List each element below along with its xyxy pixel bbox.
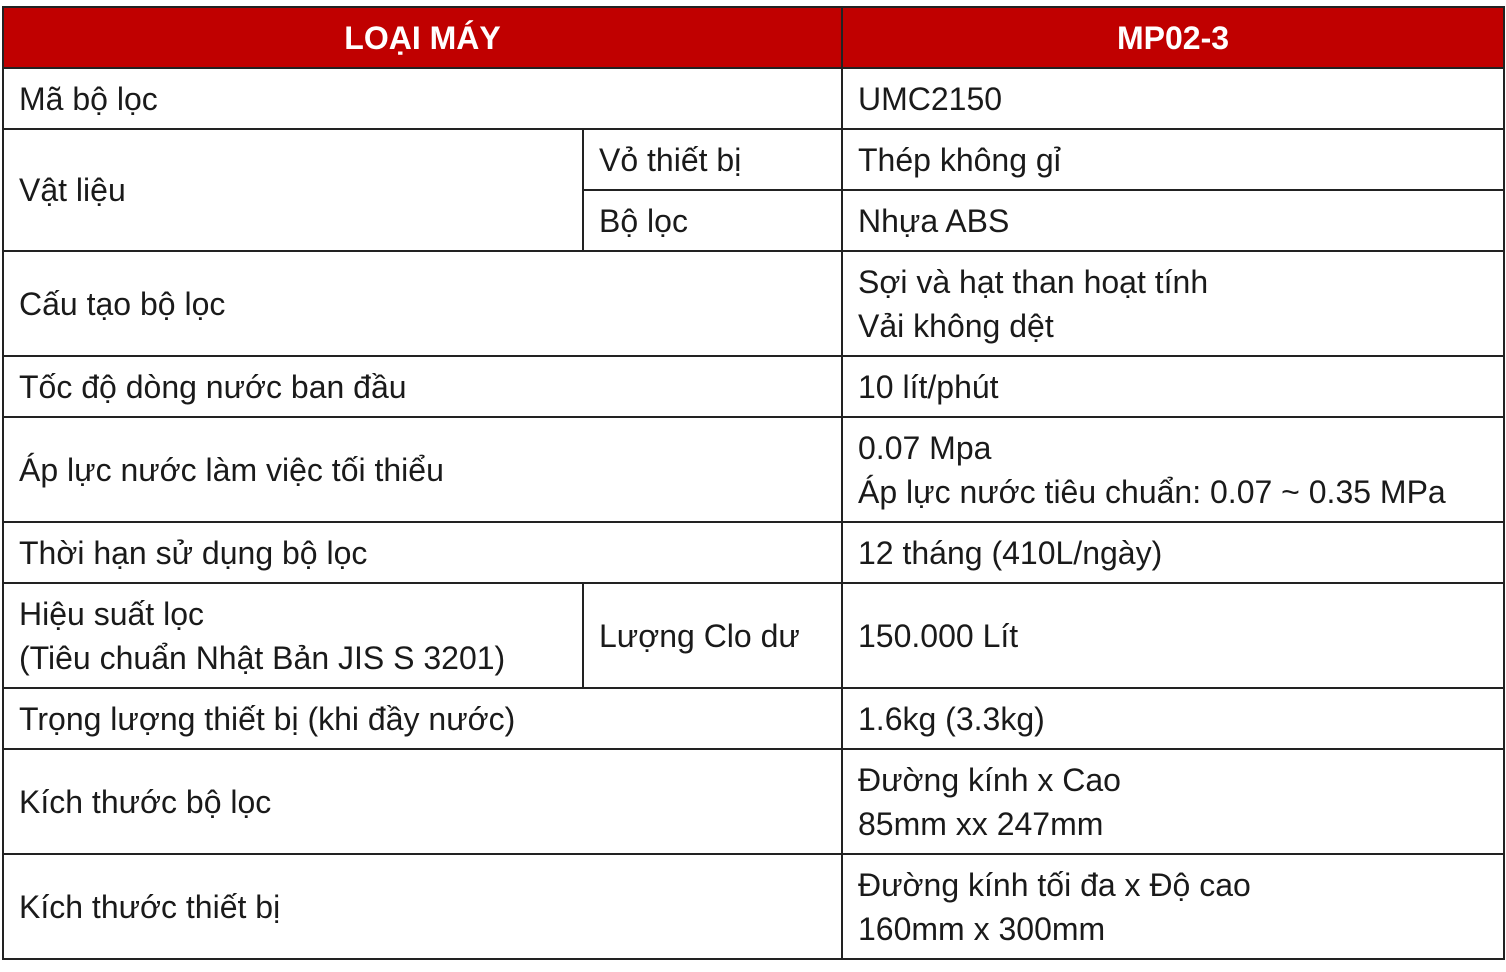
row-value-residual-chlorine: 150.000 Lít [842, 583, 1504, 688]
row-value-flow-rate: 10 lít/phút [842, 356, 1504, 417]
row-label-device-size: Kích thước thiết bị [3, 854, 842, 959]
label-line: Hiệu suất lọc [19, 595, 204, 632]
row-value-device-size [842, 854, 1504, 959]
value-line: 0.07 Mpa [858, 429, 992, 466]
row-value-filter-lifetime: 12 tháng (410L/ngày) [842, 522, 1504, 583]
row-label-flow-rate: Tốc độ dòng nước ban đầu [3, 356, 842, 417]
row-value-filter-size [842, 749, 1504, 854]
row-sublabel-filter: Bộ lọc [583, 190, 842, 251]
row-label-filter-code: Mã bộ lọc [3, 68, 842, 129]
table-row [3, 417, 1504, 522]
row-label-material: Vật liệu [3, 129, 583, 251]
row-label-filter-lifetime: Thời hạn sử dụng bộ lọc [3, 522, 842, 583]
row-value-housing: Thép không gỉ [842, 129, 1504, 190]
table-row [3, 522, 1504, 583]
value-line: Sợi và hạt than hoạt tính [858, 263, 1209, 300]
table-row [3, 356, 1504, 417]
value-line: Áp lực nước tiêu chuẩn: 0.07 ~ 0.35 MPa [858, 473, 1446, 510]
table-row [3, 68, 1504, 129]
row-label-min-pressure: Áp lực nước làm việc tối thiểu [3, 417, 842, 522]
table-row [3, 854, 1504, 959]
row-value-filter-structure [842, 251, 1504, 356]
value-line: 160mm x 300mm [858, 910, 1106, 947]
label-line: (Tiêu chuẩn Nhật Bản JIS S 3201) [19, 639, 506, 676]
row-value-filter: Nhựa ABS [842, 190, 1504, 251]
table-row [3, 749, 1504, 854]
row-value-weight: 1.6kg (3.3kg) [842, 688, 1504, 749]
table-row [3, 583, 1504, 688]
row-label-filter-performance [3, 583, 583, 688]
header-row [3, 7, 1504, 68]
row-sublabel-housing: Vỏ thiết bị [583, 129, 842, 190]
row-label-weight: Trọng lượng thiết bị (khi đầy nước) [3, 688, 842, 749]
row-label-filter-structure: Cấu tạo bộ lọc [3, 251, 842, 356]
table-row [3, 688, 1504, 749]
value-line: Đường kính tối đa x Độ cao [858, 866, 1251, 903]
header-model: MP02-3 [842, 7, 1504, 68]
value-line: 85mm xx 247mm [858, 805, 1104, 842]
spec-table [2, 6, 1505, 960]
value-line: Vải không dệt [858, 307, 1054, 344]
value-line: Đường kính x Cao [858, 761, 1121, 798]
row-sublabel-residual-chlorine: Lượng Clo dư [583, 583, 842, 688]
header-machine-type: LOẠI MÁY [3, 7, 842, 68]
row-label-filter-size: Kích thước bộ lọc [3, 749, 842, 854]
row-value-min-pressure [842, 417, 1504, 522]
row-value-filter-code: UMC2150 [842, 68, 1504, 129]
table-row [3, 129, 1504, 190]
table-row [3, 251, 1504, 356]
